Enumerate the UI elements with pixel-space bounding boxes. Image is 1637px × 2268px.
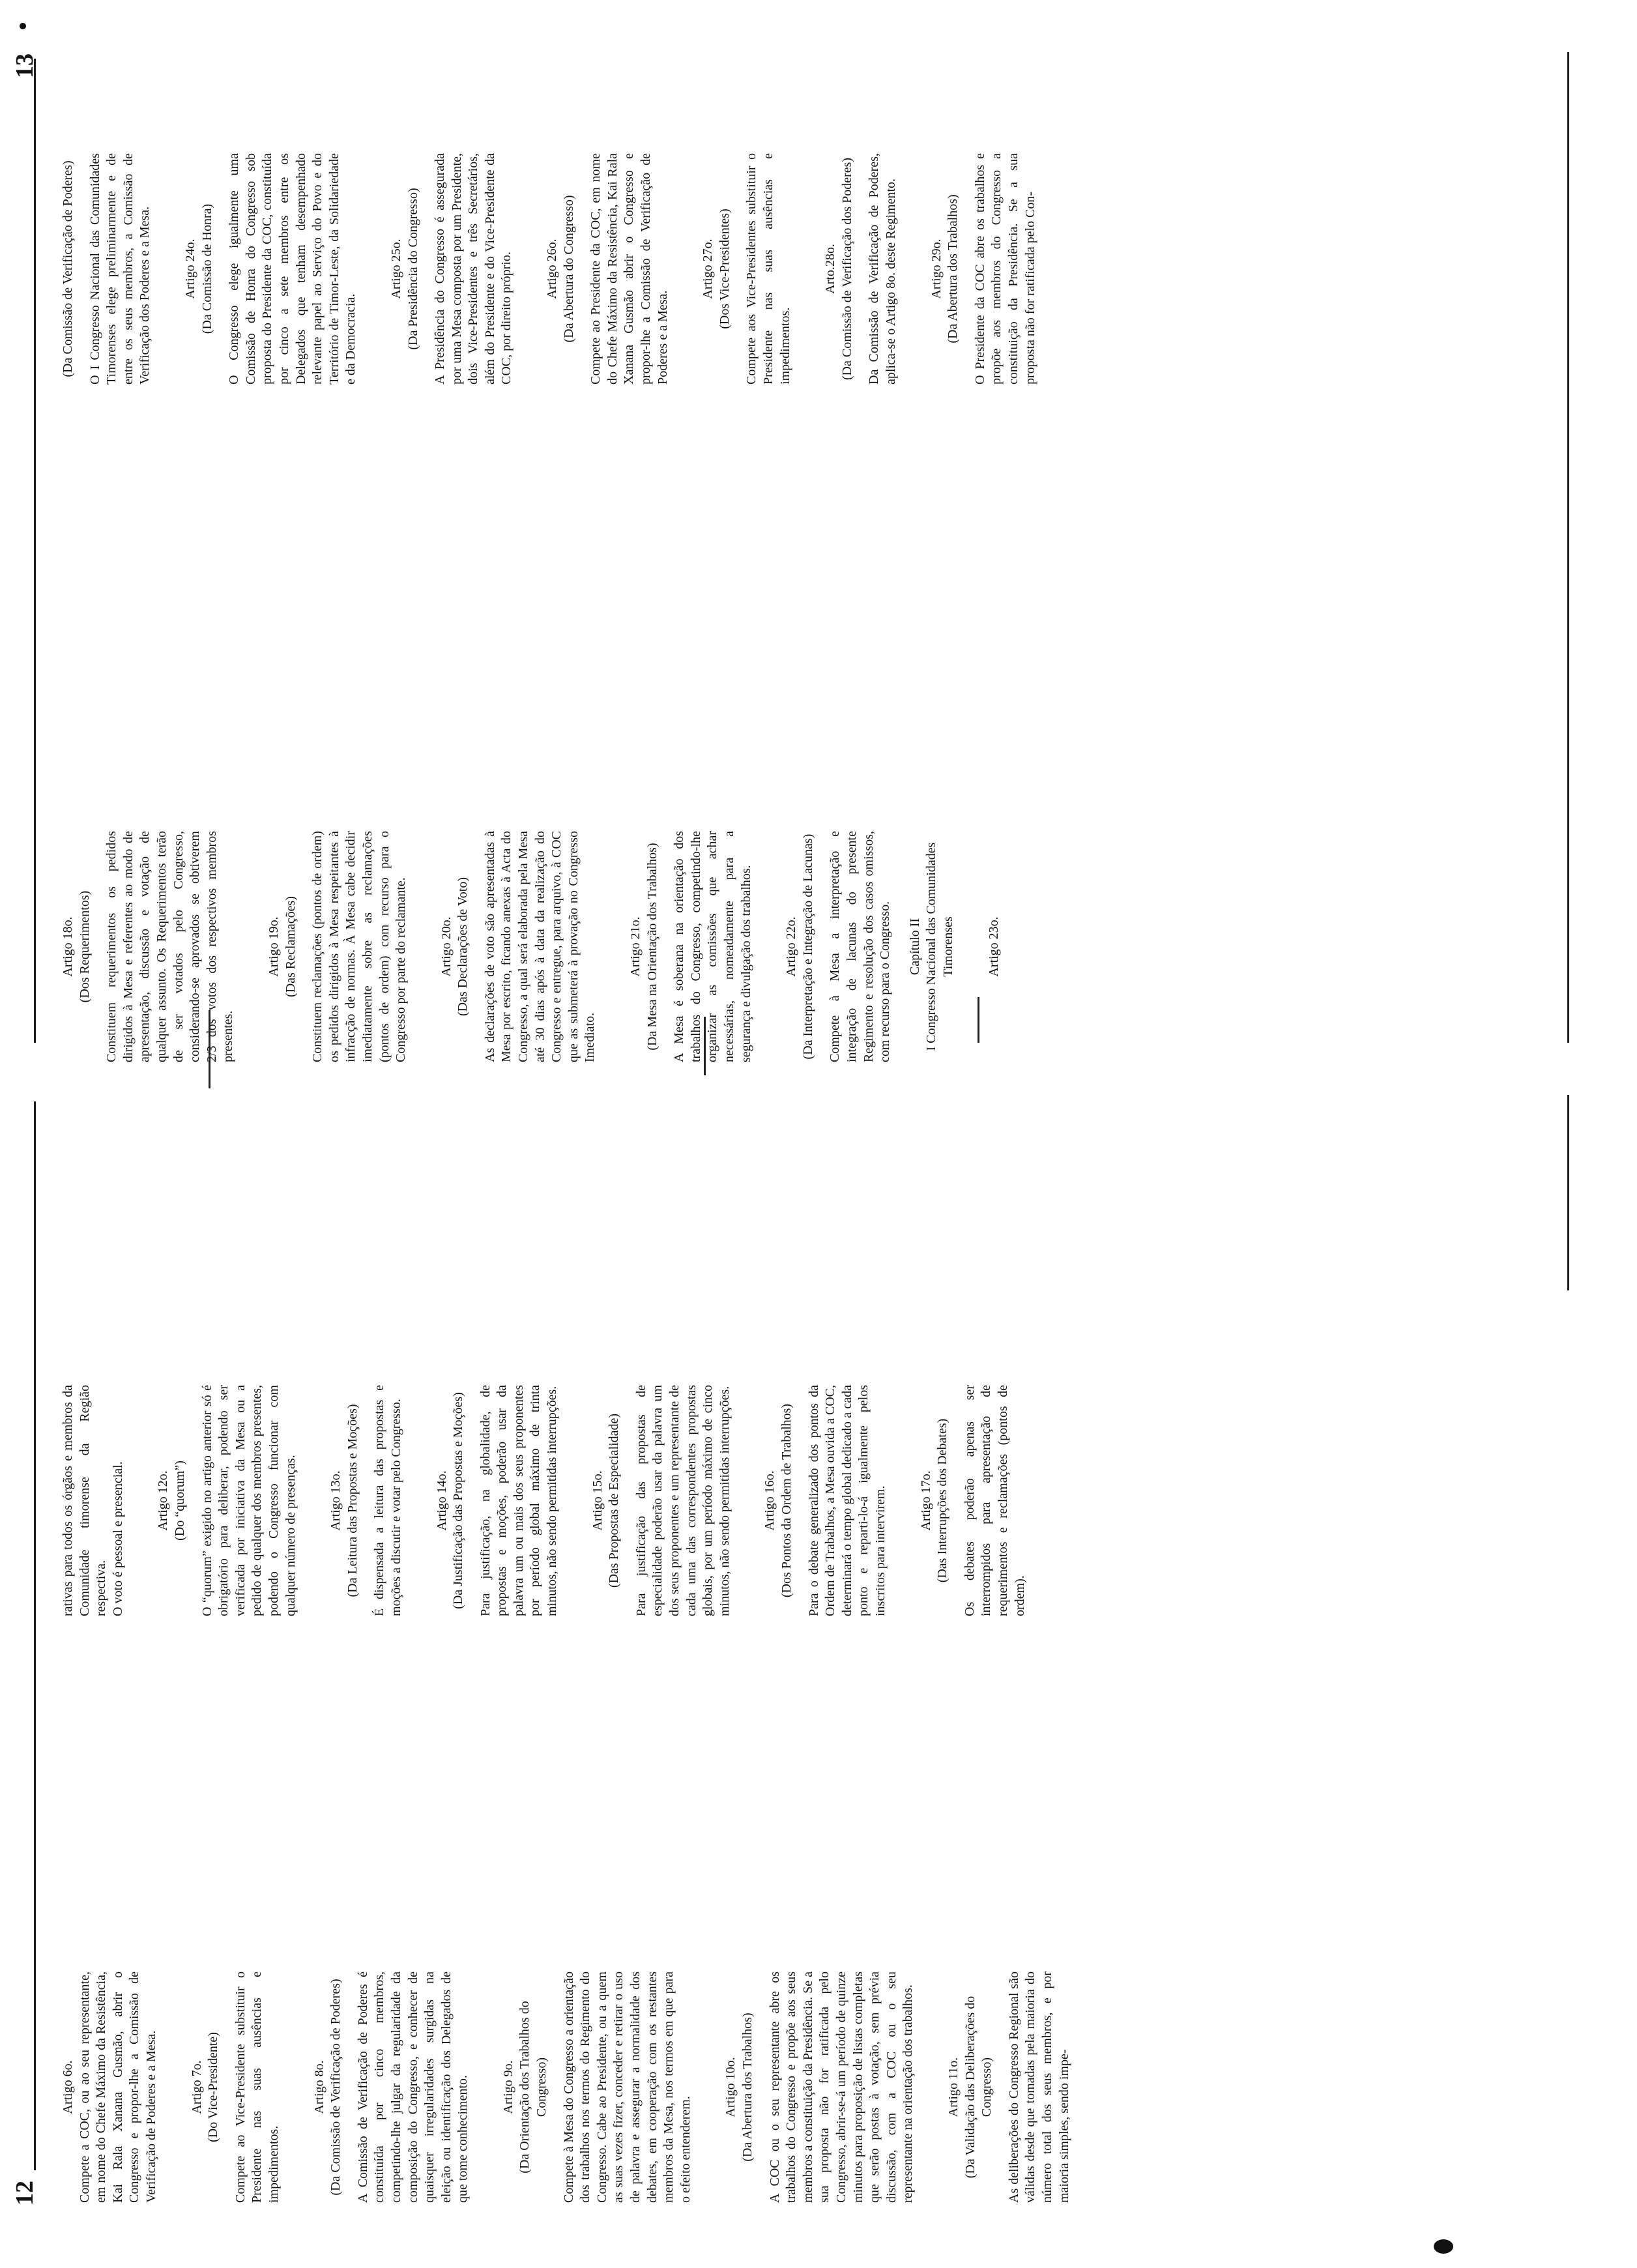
article-subtitle: (Das Propostas de Especialidade) [607, 1413, 622, 1588]
footer-rule-right [1567, 52, 1569, 1043]
article-subtitle: (Da Abertura do Congresso) [561, 195, 576, 343]
article-subtitle: (Da Validação das Deliberações do Congresso) [963, 1996, 994, 2179]
article-heading: Artigo 20o. [439, 916, 454, 977]
left-page-column-2 [60, 1385, 1028, 1616]
article-heading: Artigo 19o. [266, 916, 281, 977]
article-subtitle: (Da Leitura das Propostas e Moções) [345, 1404, 360, 1597]
header-rule-right [34, 59, 36, 1043]
article-paragraph: Para o debate generalizado dos pontos da Ordem de Trabalhos, a Mesa ouvida a COC, determinará o tempo global dedicado a cada ponto e reparti-lo-á igualmente pelos inscritos para intervirem. [806, 1385, 888, 1616]
article-heading: Artigo 25o. [388, 239, 403, 299]
article-subtitle: (Da Justificação das Propostas e Moções) [451, 1392, 466, 1609]
article-paragraph: rativas para todos os órgãos e membros da Comunidade timorense da Região respectiva. [61, 1385, 109, 1616]
article-subtitle: (Da Mesa na Orientação dos Trabalhos) [645, 843, 659, 1051]
article-paragraph: As declarações de voto são apresentadas à Mesa por escrito, ficando anexas à Acta do Congresso, a qual será elaborada pela Mesa até 30 dias após à data da realização do Congresso e entregue, para arquivo, à COC que as submeterá à provação no Congresso Imediato. [482, 831, 598, 1062]
footer-rule-left [1567, 1095, 1569, 1290]
article-paragraph: O Presidente da COC abre os trabalhos e propõe aos membros do Congresso a constituição da Presidência. Se a sua proposta não for ratificada pelo Con- [972, 153, 1037, 385]
article-subtitle: (Da Presidência do Congresso) [405, 188, 420, 350]
article-paragraph: Para justificação das propostas de especialidade poderão usar da palavra um dos seus proponentes e um representante de cada uma das correspondentes propostas globais, por um período máximo de cinco minutos, não sendo permitidas interrupções. [633, 1385, 732, 1616]
article-paragraph: As deliberações do Congresso Regional são válidas desde que tomadas pela maioria do número total dos seus membros, e por maioria simples, sendo impe- [1006, 1971, 1071, 2203]
article-heading: Artigo 6o. [61, 2060, 75, 2114]
page-number-left: 12 [11, 2181, 38, 2205]
article-paragraph: Da Comissão de Verificação de Poderes, aplica-se o Artigo 8o. deste Regimento. [867, 153, 898, 385]
article-heading: Artigo 16o. [762, 1470, 777, 1531]
article-heading: Artigo 14o. [434, 1470, 449, 1531]
header-rule-left [34, 1101, 36, 2170]
article-subtitle: (Da Orientação dos Trabalhos do Congresso) [517, 2001, 549, 2174]
article-subtitle: (Da Comissão de Verificação dos Poderes) [839, 157, 854, 381]
article-subtitle: (Da Comissão de Honra) [199, 203, 214, 334]
right-page-column-1 [60, 831, 1002, 1062]
article-paragraph: O voto é pessoal e presencial. [110, 1461, 125, 1616]
article-heading: Artigo 29o. [929, 239, 944, 299]
article-paragraph: É dispensada a leitura das propostas e moções a discutir e votar pelo Congresso. [372, 1385, 403, 1616]
article-heading: Artigo 15o. [590, 1470, 605, 1531]
article-heading: Artigo 26o. [545, 239, 560, 299]
page-number-right: 13 [11, 53, 38, 78]
right-page-column-2 [60, 153, 1039, 385]
article-heading: Artigo 13o. [328, 1470, 343, 1531]
article-heading: Artigo 23o. [986, 916, 1001, 977]
article-heading: Artigo 22o. [784, 916, 799, 977]
article-subtitle: (Das Interrupções dos Debates) [935, 1418, 950, 1583]
article-subtitle: (Das Declarações de Voto) [456, 877, 471, 1017]
article-subtitle: (Do “quorum”) [172, 1461, 187, 1541]
article-subtitle: (Dos Requerimentos) [77, 890, 92, 1003]
article-heading: Artigo 17o. [918, 1470, 933, 1531]
article-paragraph: O I Congresso Nacional das Comunidades Timorenses elege preliminarmente e de entre os seus membros, a Comissão de Verificação dos Poderes e a Mesa. [87, 153, 152, 385]
chapter-title: I Congresso Nacional das Comunidades Timorenses [924, 842, 955, 1051]
article-heading: Artigo 9o. [500, 2060, 515, 2114]
article-paragraph: Constituem reclamações (pontos de ordem) os pedidos dirigidos à Mesa respeitantes à infracção de normas. À Mesa cabe decidir imediatamente sobre as reclamações (pontos de ordem) com recurso para o Congresso por parte do reclamante. [310, 831, 409, 1062]
article-paragraph: Para justificação, na globalidade, de propostas e moções, poderão usar da palavra um ou mais dos seus proponentes por período global máximo de trinta minutos, não sendo permitidas interrupções. [478, 1385, 560, 1616]
article-heading: Artigo 21o. [628, 916, 643, 977]
article-paragraph: A Presidência do Congresso é assegurada por uma Mesa composta por um Presidente, dois Vice-Presidentes e três Secretários, além do Presidente e do Vice-Presidente da COC, por direito próprio. [433, 153, 514, 385]
article-paragraph: Os debates poderão apenas ser interrompidos para apresentação de requerimentos e reclamações (pontos de ordem). [962, 1385, 1027, 1616]
chapter-heading: Capítulo II [907, 918, 922, 976]
article-subtitle: (Das Reclamações) [283, 896, 298, 997]
article-heading: Artigo 12o. [156, 1470, 171, 1531]
article-paragraph: Compete à Mesa a interpretação e integração de lacunas do presente Regimento e resolução dos casos omissos, com recurso para o Congresso. [828, 831, 893, 1062]
scan-dot [20, 23, 26, 29]
article-heading: Arto.28o. [823, 244, 838, 294]
article-subtitle: (Da Interpretação e Integração de Lacunas) [800, 834, 815, 1060]
article-heading: Artigo 27o. [701, 239, 716, 299]
article-paragraph: Compete aos Vice-Presidentes substituir o Presidente nas suas ausências e impedimentos. [744, 153, 792, 385]
article-subtitle: (Da Comissão de Verificação de Poderes) [328, 1979, 343, 2196]
article-heading: Artigo 24o. [182, 239, 197, 299]
article-paragraph: Compete a COC, ou ao seu representante, em nome do Chefe Máximo da Resistência, Kai Rala Xanana Gusmão, abrir o Congresso e propor-lhe a Comissão de Verificação de Poderes e a Mesa. [77, 1971, 158, 2203]
scan-blot [1434, 2239, 1453, 2254]
article-subtitle: (Da Abertura dos Trabalhos) [946, 194, 961, 343]
article-paragraph: A Comissão de Verificação de Poderes é constituída por cinco membros, competindo-lhe julgar da regularidade da composição do Congresso, e conhecer de quaisquer irregularidades surgidas na eleição ou identificação dos Delegados de que tome conhecimento. [355, 1971, 471, 2203]
article-paragraph: Compete ao Presidente da COC, em nome do Chefe Máximo da Resistência, Kai Rala Xanana Gusmão abrir o Congresso e propor-lhe a Comissão de Verificação de Poderes e a Mesa. [588, 153, 670, 385]
article-heading: Artigo 10o. [723, 2057, 738, 2117]
article-paragraph: Compete à Mesa do Congresso a orientação dos trabalhos nos termos do Regimento do Congresso. Cabe ao Presidente, ou a quem as suas vezes fizer, conceder e retirar o uso de palavra e assegurar a normalidade dos debates, em cooperação com os restantes membros da Mesa, nos termos em que para o efeito entenderem. [561, 1971, 693, 2203]
article-paragraph: A Mesa é soberana na orientação dos trabalhos do Congresso, competindo-lhe organizar as comissões que achar necessárias, nomeadamente para a segurança e divulgação dos trabalhos. [672, 831, 753, 1062]
article-paragraph: A COC ou o seu representante abre os trabalhos do Congresso e propõe aos seus membros a constituição da Presidência. Se a sua proposta não for ratificada pelo Congresso, abrir-se-á um período de quinze minutos para proposição de listas completas que serão postas à votação, sem prévia discussão, com a COC ou o seu representante na orientação dos trabalhos. [767, 1971, 916, 2203]
article-subtitle: (Dos Pontos da Ordem de Trabalhos) [779, 1403, 794, 1598]
article-subtitle: (Dos Vice-Presidentes) [717, 209, 732, 329]
article-heading: Artigo 18o. [61, 916, 75, 977]
article-heading: Artigo 11o. [946, 2057, 961, 2117]
article-heading: Artigo 7o. [189, 2060, 204, 2114]
article-subtitle: (Do Vice-Presidente) [206, 2032, 221, 2142]
article-paragraph: O Congresso elege igualmente uma Comissão de Honra do Congresso sob proposta do Presidente da COC, constituída por cinco a sete membros entre os Delegados que tenham desempenhado relevante papel ao Serviço do Povo e do Território de Timor-Leste, da Solidariedade e da Democracia. [227, 153, 358, 385]
left-page-column-1 [60, 1971, 1073, 2203]
article-paragraph: Compete ao Vice-Presidente substituir o Presidente nas suas ausências e impedimentos. [233, 1971, 281, 2203]
article-paragraph: Constituem requerimentos os pedidos dirigidos à Mesa e referentes ao modo de apresentação, discussão e votação de qualquer assunto. Os Requerimentos terão de ser votados pelo Congresso, considerando-se aprovados se obtiverem 2/3 dos votos dos respectivos membros presentes. [104, 831, 236, 1062]
article-paragraph: O “quorum” exigido no artigo anterior só é obrigatório para deliberar, podendo ser verificada por iniciativa da Mesa ou a pedido de qualquer dos membros presentes, podendo o Congresso funcionar com qualquer número de presenças. [199, 1385, 298, 1616]
article-subtitle: (Da Abertura dos Trabalhos) [740, 2013, 755, 2162]
article-subtitle: (Da Comissão de Verificação de Poderes) [61, 160, 75, 377]
article-heading: Artigo 8o. [311, 2060, 326, 2114]
